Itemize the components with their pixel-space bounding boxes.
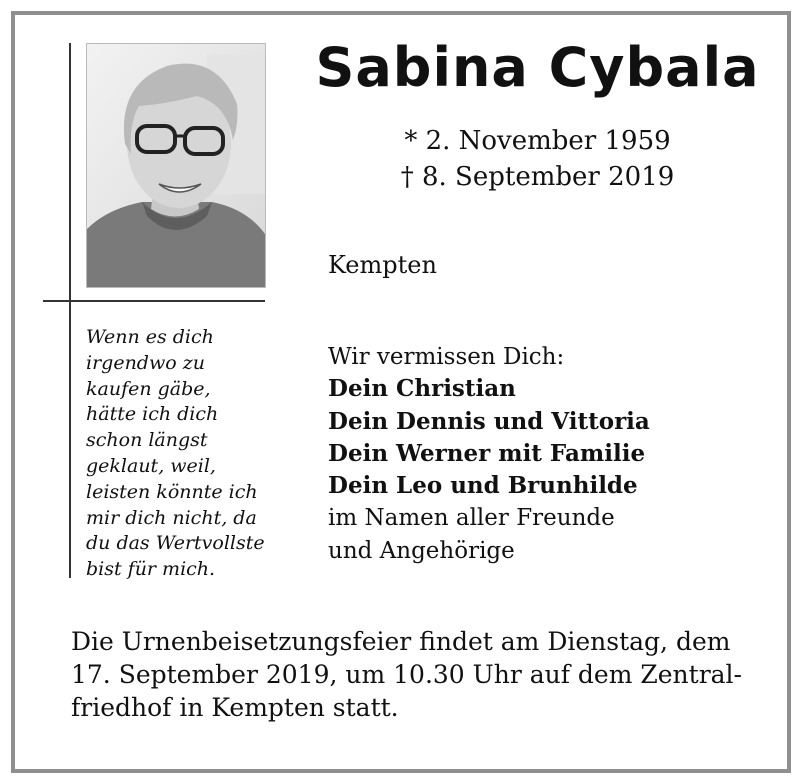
poem-line: leisten könnte ich: [86, 480, 258, 503]
poem-line: hätte ich dich: [86, 403, 219, 426]
poem-line: du das Wertvollste: [86, 532, 265, 555]
mourner-name: Dein Werner mit Familie: [328, 439, 646, 467]
mourners-intro: Wir vermissen Dich:: [328, 344, 565, 370]
life-dates: [300, 123, 775, 195]
mourners-list: [328, 341, 650, 567]
poem-line: bist für mich.: [86, 558, 216, 581]
mourners-closing: im Namen aller Freunde: [328, 505, 615, 532]
poem-line: kaufen gäbe,: [86, 377, 211, 400]
death-date: † 8. September 2019: [400, 162, 675, 192]
poem-line: geklaut, weil,: [86, 454, 216, 477]
deceased-name: Sabina Cybala: [315, 36, 760, 99]
mourner-name: Dein Leo und Brunhilde: [328, 472, 638, 500]
mourner-name: Dein Dennis und Vittoria: [328, 407, 650, 435]
horizontal-rule: [43, 300, 265, 302]
notice-line: Die Urnenbeisetzungsfeier findet am Dienstag, dem: [71, 627, 731, 656]
mourners-closing: und Angehörige: [328, 537, 515, 564]
vertical-rule: [69, 43, 71, 578]
portrait-photo: [86, 43, 266, 288]
notice-line: 17. September 2019, um 10.30 Uhr auf dem Zentral-: [71, 660, 742, 689]
poem-line: mir dich nicht, da: [86, 506, 257, 529]
poem-line: irgendwo zu: [86, 351, 205, 374]
poem-line: schon längst: [86, 429, 208, 452]
place-of-residence: Kempten: [328, 251, 437, 279]
mourner-name: Dein Christian: [328, 375, 516, 403]
funeral-notice: [71, 625, 742, 724]
birth-date: * 2. November 1959: [404, 126, 671, 156]
poem-line: Wenn es dich: [86, 326, 214, 348]
poem: [86, 325, 265, 583]
notice-line: friedhof in Kempten statt.: [71, 693, 399, 722]
